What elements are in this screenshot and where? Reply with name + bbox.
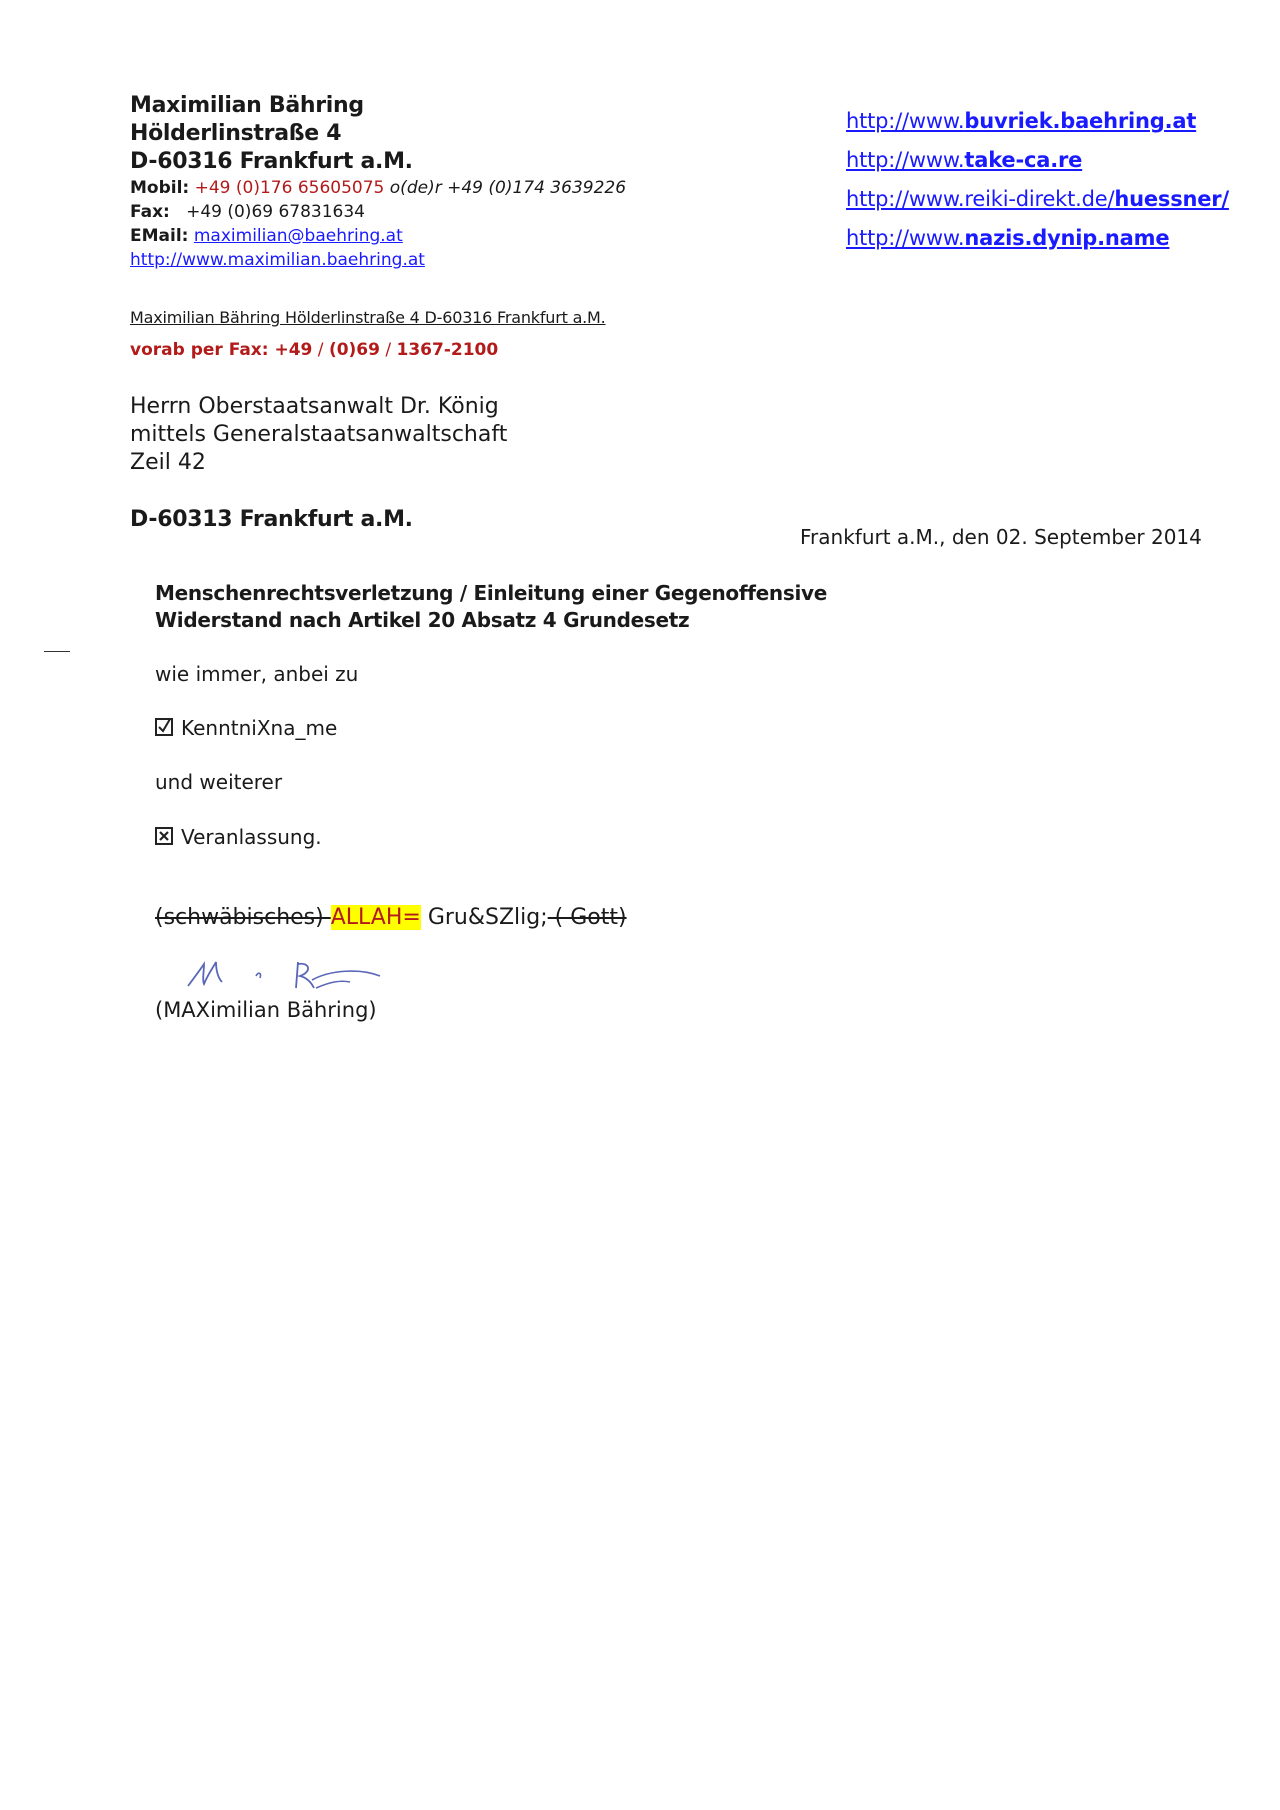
checked-box-icon — [155, 718, 173, 736]
body-line-1: wie immer, anbei zu — [155, 662, 359, 686]
website-link[interactable]: http://www.maximilian.baehring.at — [130, 250, 425, 270]
link-buvriek[interactable]: http://www.buvriek.baehring.at — [846, 109, 1197, 133]
fold-mark — [44, 651, 70, 652]
greeting — [155, 905, 627, 930]
fax-label: Fax: — [130, 202, 170, 222]
fax-notice: vorab per Fax: +49 / (0)69 / 1367-2100 — [130, 340, 499, 360]
sender-street: Hölderlinstraße 4 — [130, 121, 342, 146]
checkbox-item-1 — [155, 716, 337, 740]
signature-image — [180, 948, 400, 998]
link-reiki-direkt[interactable]: http://www.reiki-direkt.de/huessner/ — [846, 187, 1229, 211]
mobile-number-2: +49 (0)174 3639226 — [447, 178, 627, 198]
subject-line-1: Menschenrechtsverletzung / Einleitung einer Gegenoffensive — [155, 581, 828, 605]
checkbox-item-2 — [155, 825, 322, 849]
sender-block — [130, 92, 626, 272]
fax-number: +49 (0)69 67831634 — [186, 202, 366, 222]
crossed-box-icon — [155, 827, 173, 845]
website-line — [130, 248, 626, 272]
body-line-2: und weiterer — [155, 770, 283, 794]
checkbox-item-1-label: KenntniXna_me — [181, 716, 338, 740]
recipient-line-2: mittels Generalstaatsanwaltschaft — [130, 422, 508, 447]
link-nazis-dynip[interactable]: http://www.nazis.dynip.name — [846, 226, 1170, 250]
fax-line — [130, 200, 626, 224]
recipient-line-3: Zeil 42 — [130, 450, 206, 475]
mobile-or: o(de)r — [389, 178, 442, 198]
mobile-number-1: +49 (0)176 65605075 — [194, 178, 385, 198]
link-list — [846, 102, 1229, 258]
recipient-address — [130, 393, 507, 477]
greeting-struck-suffix: ( Gott) — [547, 905, 627, 930]
link-take-care[interactable]: http://www.take-ca.re — [846, 148, 1083, 172]
recipient-line-1: Herrn Oberstaatsanwalt Dr. König — [130, 394, 499, 419]
mobile-label: Mobil: — [130, 178, 190, 198]
sender-city: D-60316 Frankfurt a.M. — [130, 149, 413, 174]
signature-name: (MAXimilian Bähring) — [155, 998, 377, 1022]
email-link[interactable]: maximilian@baehring.at — [193, 226, 403, 246]
return-address: Maximilian Bähring Hölderlinstraße 4 D-60316 Frankfurt a.M. — [130, 308, 606, 327]
recipient-city: D-60313 Frankfurt a.M. — [130, 507, 413, 532]
sender-name: Maximilian Bähring — [130, 93, 364, 118]
checkbox-item-2-label: Veranlassung. — [181, 825, 322, 849]
subject-line-2: Widerstand nach Artikel 20 Absatz 4 Grundesetz — [155, 608, 690, 632]
greeting-struck-prefix: (schwäbisches) — [155, 905, 331, 930]
subject — [155, 580, 827, 634]
greeting-highlight: ALLAH= — [330, 905, 421, 930]
email-label: EMail: — [130, 226, 189, 246]
email-line — [130, 224, 626, 248]
letter-date: Frankfurt a.M., den 02. September 2014 — [800, 525, 1202, 549]
greeting-main: Gru&SZlig; — [420, 905, 548, 930]
mobile-line — [130, 176, 626, 200]
